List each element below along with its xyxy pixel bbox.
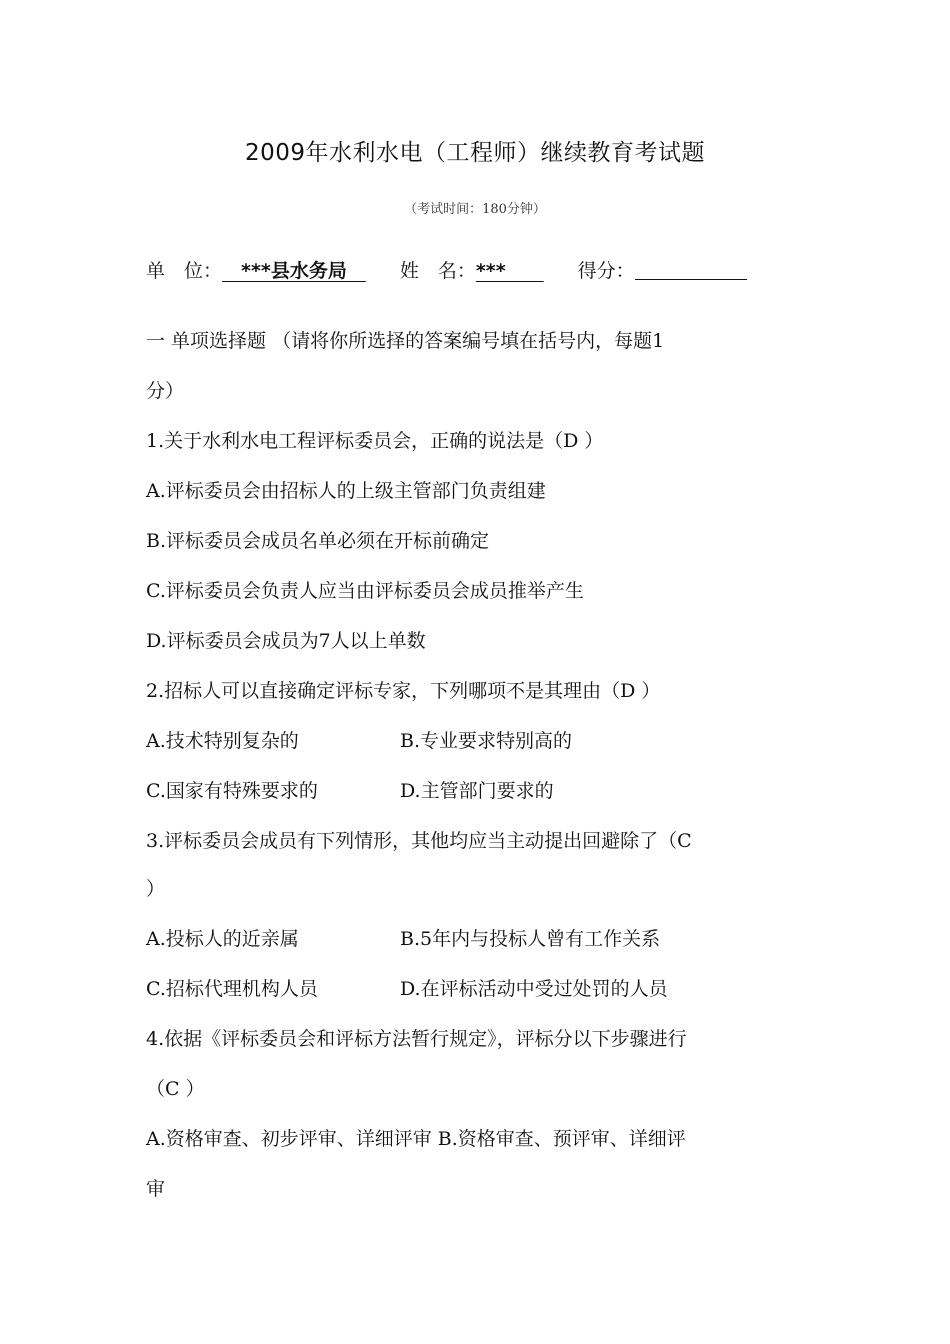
question-4-options-cont: 审 <box>146 1178 166 1200</box>
question-3-option-c: C.招标代理机构人员 <box>146 978 318 1000</box>
question-3-option-d: D.在评标活动中受过处罚的人员 <box>400 978 668 1000</box>
question-1-option-b: B.评标委员会成员名单必须在开标前确定 <box>146 530 490 552</box>
question-3-option-a: A.投标人的近亲属 <box>146 928 299 950</box>
question-1-option-c: C.评标委员会负责人应当由评标委员会成员推举产生 <box>146 580 584 602</box>
name-label: 姓 名： <box>399 260 476 282</box>
question-4-options: A.资格审查、初步评审、详细评审 B.资格审查、预评审、详细评 <box>146 1128 686 1150</box>
page-title: 2009年水利水电（工程师）继续教育考试题 <box>244 140 706 166</box>
question-3-stem-cont: ） <box>146 878 166 900</box>
section-heading-cont: 分） <box>146 380 185 402</box>
candidate-info-line <box>146 255 806 287</box>
question-2-option-c: C.国家有特殊要求的 <box>146 780 318 802</box>
question-1-option-d: D.评标委员会成员为7人以上单数 <box>146 630 426 652</box>
name-value: *** <box>475 260 544 282</box>
question-4-stem-cont: （C ） <box>146 1078 205 1100</box>
question-4-stem: 4.依据《评标委员会和评标方法暂行规定》，评标分以下步骤进行 <box>146 1028 687 1050</box>
question-2-option-d: D.主管部门要求的 <box>400 780 554 802</box>
section-heading: 一 单项选择题 （请将你所选择的答案编号填在括号内，每题1 <box>146 330 665 352</box>
unit-label: 单 位： <box>146 260 223 282</box>
question-1-option-a: A.评标委员会由招标人的上级主管部门负责组建 <box>146 480 546 502</box>
question-3-stem: 3.评标委员会成员有下列情形，其他均应当主动提出回避除了（C <box>146 830 692 852</box>
score-blank <box>635 255 747 280</box>
exam-duration-note: （考试时间：180分钟） <box>404 202 546 217</box>
question-2-option-a: A.技术特别复杂的 <box>146 730 299 752</box>
question-3-option-b: B.5年内与投标人曾有工作关系 <box>400 928 661 950</box>
unit-value: ***县水务局 <box>222 260 366 282</box>
score-label: 得分： <box>577 260 635 282</box>
question-1-stem: 1.关于水利水电工程评标委员会，正确的说法是（D ） <box>146 430 604 452</box>
question-2-option-b: B.专业要求特别高的 <box>400 730 573 752</box>
question-2-stem: 2.招标人可以直接确定评标专家，下列哪项不是其理由（D ） <box>146 680 661 702</box>
